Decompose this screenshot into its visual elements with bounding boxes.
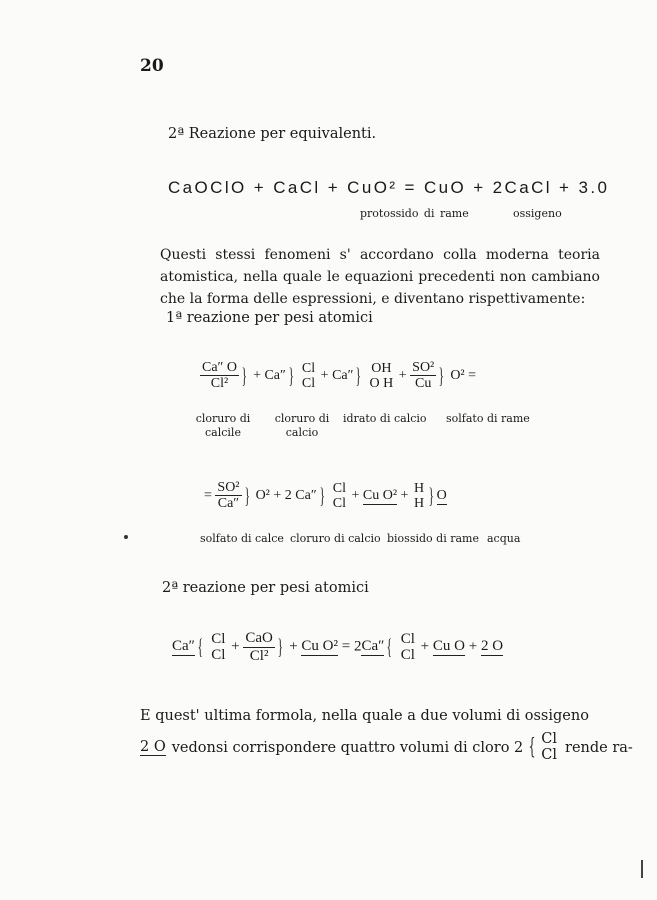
term-solfato-numerator: SO² — [412, 360, 435, 375]
term-oxygen: O² — [255, 488, 270, 504]
term-prefix: Ca″ — [172, 638, 195, 655]
page-number: 20 — [140, 56, 164, 76]
equation-equivalents: CaOClO + CaCl + CuO² = CuO + 2CaCl + 3.0 — [168, 178, 610, 197]
plus-sign: + — [468, 638, 478, 655]
term-chlorine-pair — [399, 631, 417, 664]
plus-sign: + — [231, 638, 240, 655]
brace: } — [244, 482, 250, 508]
brace: { — [387, 634, 393, 659]
scan-dot — [124, 535, 128, 539]
term-oxygen: O² — [450, 368, 465, 384]
term-cloruro-bottom: Cl — [301, 375, 316, 391]
label-solfato-di-rame: solfato di rame — [446, 412, 530, 425]
term-calcile-numerator: Ca″ O — [202, 360, 237, 375]
coefficient: 2 — [284, 488, 292, 504]
equals-sign: = — [468, 368, 477, 384]
label-ossigeno: ossigeno — [513, 207, 562, 220]
term-solfato-rame — [410, 360, 436, 392]
term-idrato-bottom: O H — [369, 375, 394, 391]
brace: } — [241, 362, 247, 388]
brace: { — [197, 634, 203, 659]
term-acqua-pair — [412, 481, 426, 512]
reaction1-row1-formula — [200, 360, 476, 392]
plus-sign: + — [398, 368, 407, 384]
closing-line-1: E quest' ultima formola, nella quale a due volumi di ossigeno — [140, 708, 589, 724]
term-idrato-prefix: Ca″ — [332, 368, 354, 384]
term-acqua-bottom: H — [413, 495, 425, 511]
term-cloruro-top: Cl — [332, 480, 346, 496]
brace: } — [288, 362, 294, 388]
term-idrato-pair — [368, 361, 396, 392]
term-calcium-oxide — [243, 630, 275, 664]
brace: } — [356, 362, 362, 388]
plus-sign: + — [400, 488, 409, 504]
label-idrato-di-calcio: idrato di calcio — [343, 412, 427, 425]
text-2-oxygen: 2 O — [140, 738, 166, 755]
term-biossido-di-rame: Cu O² — [362, 488, 398, 504]
heading-reaction-2: 2ª reazione per pesi atomici — [162, 580, 369, 596]
reaction2-formula — [172, 630, 503, 664]
term-calcile — [200, 360, 239, 392]
term-calcium-oxide-numerator: CaO — [245, 630, 273, 646]
plus-sign: + — [289, 638, 298, 655]
term-cloruro-pair — [300, 361, 317, 392]
closing-line-2 — [140, 731, 633, 764]
label-protossido-di-rame: protossido di rame — [360, 207, 469, 220]
term-solfato-calce-numerator: SO² — [217, 480, 240, 495]
term-calcium-oxide-denominator: Cl² — [249, 647, 269, 664]
term-chlorine-top: Cl — [400, 630, 415, 647]
term-cloruro-prefix: Ca″ — [295, 488, 317, 504]
label-solfato-di-calce: solfato di calce — [200, 532, 284, 545]
term-cloruro-pair — [331, 481, 348, 512]
brace: { — [528, 735, 536, 761]
term-chlorine-bottom: Cl — [400, 647, 415, 663]
brace: } — [319, 482, 325, 508]
equals-sign: = — [341, 638, 351, 655]
term-oxygen: 2 O — [480, 638, 504, 655]
term-copper-dioxide: Cu O² — [301, 638, 339, 655]
term-copper-oxide: Cu O — [432, 638, 465, 655]
label-biossido-di-rame: biossido di rame — [387, 532, 479, 545]
term-calcile-denominator: Cl² — [210, 376, 229, 392]
reaction1-row2-formula — [204, 480, 447, 512]
equals-sign: = — [204, 488, 212, 504]
label-acqua: acqua — [487, 532, 521, 545]
plus-sign: + — [320, 368, 329, 384]
label-cloruro-di-calcio: cloruro di calcio — [274, 412, 330, 439]
text-chlorine-top: Cl — [541, 731, 558, 747]
brace: } — [428, 482, 434, 508]
term-chlorine-pair — [209, 631, 227, 664]
plus-sign: + — [420, 638, 430, 655]
term-chlorine-top: Cl — [211, 630, 226, 647]
coefficient: 2 — [353, 638, 362, 655]
heading-reaction-1: 1ª reazione per pesi atomici — [166, 310, 373, 326]
label-cloruro-di-calcio: cloruro di calcio — [290, 532, 381, 545]
brace: } — [277, 634, 283, 659]
term-idrato-top: OH — [371, 360, 392, 376]
term-cloruro-prefix: Ca″ — [264, 368, 286, 384]
text-closing-end: rende ra- — [565, 739, 633, 756]
term-acqua-top: H — [413, 480, 425, 496]
term-solfato-calce — [215, 480, 241, 512]
plus-sign: + — [273, 488, 282, 504]
plus-sign: + — [253, 368, 261, 384]
text-chlorine-pair — [539, 732, 559, 764]
label-cloruro-di-calcile: cloruro di calcile — [195, 412, 251, 439]
paragraph-atomic-theory: Questi stessi fenomeni s' accordano colla moderna teoria atomistica, nella quale le equazioni precedenti non cambiano che la forma delle espressioni, e diventano rispettivamente: — [160, 247, 600, 307]
term-solfato-calce-denominator: Ca″ — [217, 496, 240, 512]
text-closing-mid: vedonsi corrispondere quattro volumi di cloro 2 — [171, 739, 524, 756]
plus-sign: + — [351, 488, 360, 504]
scan-mark — [641, 860, 643, 878]
term-prefix: Ca″ — [361, 638, 385, 655]
text-chlorine-bottom: Cl — [541, 746, 558, 763]
term-chlorine-bottom: Cl — [211, 647, 226, 663]
heading-equivalents: 2ª Reazione per equivalenti. — [168, 126, 377, 142]
term-cloruro-top: Cl — [301, 360, 316, 376]
brace: } — [438, 362, 445, 388]
term-solfato-denominator: Cu — [415, 376, 432, 392]
term-cloruro-bottom: Cl — [332, 495, 346, 511]
term-acqua-oxygen: O — [436, 488, 447, 504]
